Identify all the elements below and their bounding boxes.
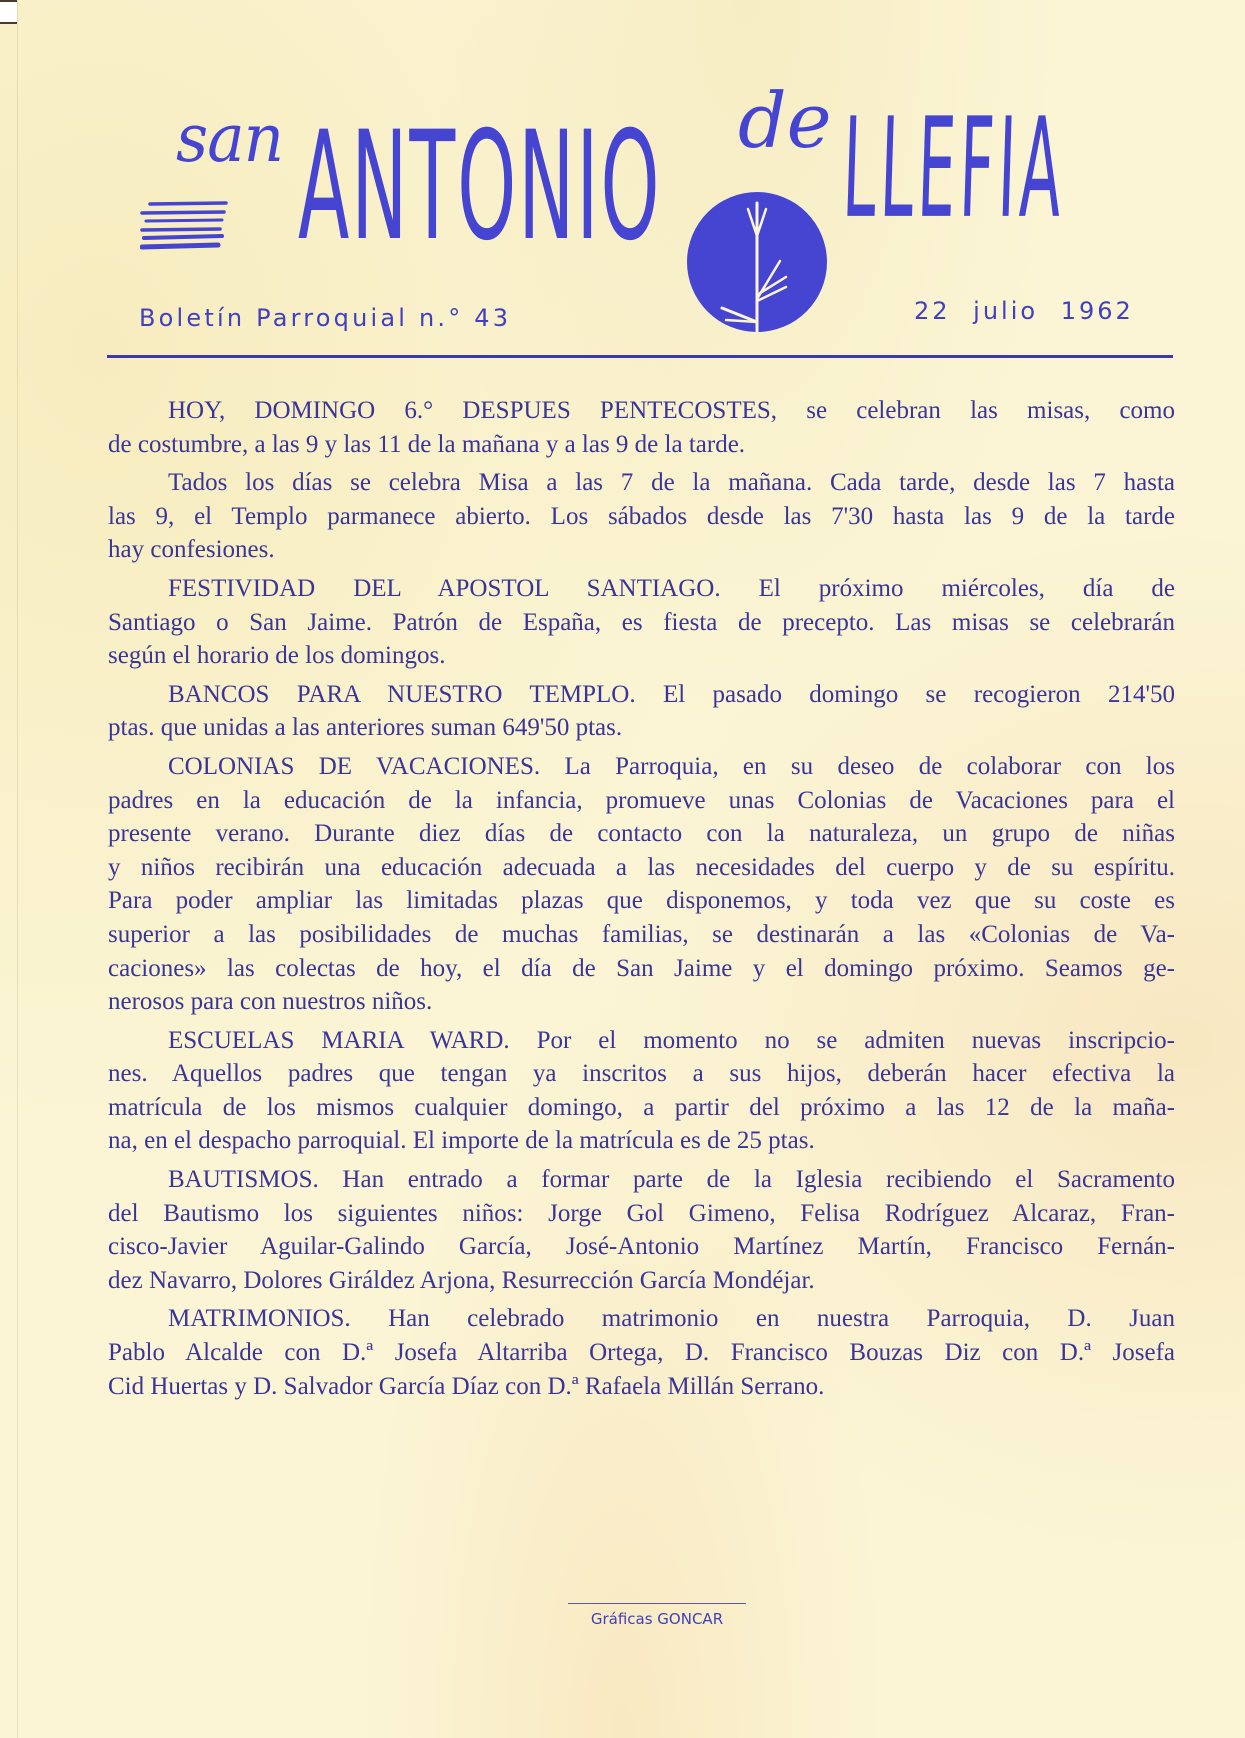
header-divider [107,355,1173,358]
text-line: de costumbre, a las 9 y las 11 de la mañana y a las 9 de la tarde. [108,430,746,458]
text-line: presente verano. Durante diez días de contacto con la naturaleza, un grupo de niñas [108,820,1175,848]
text-line: del Bautismo los siguientes niños: Jorge Gol Gimeno, Felisa Rodríguez Alcaraz, Fran- [108,1199,1175,1227]
tree-emblem-icon [686,191,829,334]
text-line: las 9, el Templo parmanece abierto. Los sábados desde las 7'30 hasta las 9 de la tarde [108,502,1175,530]
text-line: Para poder ampliar las limitadas plazas que disponemos, y toda vez que su coste es [108,887,1175,915]
text-line: y niños recibirán una educación adecuada a las necesidades del cuerpo y de su espíritu. [108,853,1175,881]
text-line: matrícula de los mismos cualquier domingo, a partir del próximo a las 12 de la maña- [108,1093,1175,1121]
text-line: COLONIAS DE VACACIONES. La Parroquia, en su deseo de colaborar con los [168,752,1175,780]
scan-corner-mark [0,0,17,24]
title-llefia: LLEFIA [840,88,1068,250]
bulletin-number: Boletín Parroquial n.° 43 [139,304,512,332]
title-san: san [176,100,284,177]
text-line: FESTIVIDAD DEL APOSTOL SANTIAGO. El próximo miércoles, día de [168,574,1175,602]
title-de: de [738,76,832,165]
text-line: Cid Huertas y D. Salvador García Díaz con D.ª Rafaela Millán Serrano. [108,1372,825,1400]
paragraph [108,572,1175,673]
text-line: Santiago o San Jaime. Patrón de España, es fiesta de precepto. Las misas se celebrarán [108,608,1175,636]
text-line: nerosos para con nuestros niños. [108,988,433,1016]
text-line: BANCOS PARA NUESTRO TEMPLO. El pasado domingo se recogieron 214'50 [168,680,1175,708]
text-line: según el horario de los domingos. [108,642,446,670]
paragraph [108,750,1175,1019]
text-line: ESCUELAS MARIA WARD. Por el momento no se admiten nuevas inscripcio- [168,1026,1175,1054]
text-line: dez Navarro, Dolores Giráldez Arjona, Resurrección García Mondéjar. [108,1266,815,1294]
text-line: Tados los días se celebra Misa a las 7 de la mañana. Cada tarde, desde las 7 hasta [168,469,1175,497]
issue-date: 22 julio 1962 [914,297,1134,325]
text-line: nes. Aquellos padres que tengan ya inscritos a sus hijos, deberán hacer efectiva la [108,1060,1175,1088]
text-line: BAUTISMOS. Han entrado a formar parte de la Iglesia recibiendo el Sacramento [168,1166,1175,1194]
text-line: superior a las posibilidades de muchas familias, se destinarán a las «Colonias de Va- [108,920,1175,948]
text-line: HOY, DOMINGO 6.° DESPUES PENTECOSTES, se celebran las misas, como [168,397,1175,424]
text-line: caciones» las colectas de hoy, el día de San Jaime y el domingo próximo. Seamos ge- [108,954,1175,982]
paragraph [108,1302,1175,1403]
paragraph [108,1163,1175,1297]
text-line: cisco-Javier Aguilar-Galindo García, José-Antonio Martínez Martín, Francisco Fernán- [108,1233,1175,1261]
footer-divider [568,1603,746,1604]
paragraph [108,394,1175,461]
paragraph [108,466,1175,567]
text-line: ptas. que unidas a las anteriores suman 649'50 ptas. [108,714,623,742]
bulletin-body [108,394,1175,1408]
text-line: hay confesiones. [108,536,275,564]
paragraph [108,678,1175,745]
text-line: na, en el despacho parroquial. El importe de la matrícula es de 25 ptas. [108,1127,815,1155]
text-line: MATRIMONIOS. Han celebrado matrimonio en nuestra Parroquia, D. Juan [168,1305,1175,1333]
horizontal-stripes-ornament-icon [140,200,228,256]
printer-credit: Gráficas GONCAR [590,1610,724,1628]
title-antonio: ANTONIO [298,100,662,274]
text-line: Pablo Alcalde con D.ª Josefa Altarriba Ortega, D. Francisco Bouzas Diz con D.ª Josefa [108,1339,1175,1367]
text-line: padres en la educación de la infancia, promueve unas Colonias de Vacaciones para el [108,786,1175,814]
paragraph [108,1024,1175,1158]
paper-edge [17,0,18,1738]
